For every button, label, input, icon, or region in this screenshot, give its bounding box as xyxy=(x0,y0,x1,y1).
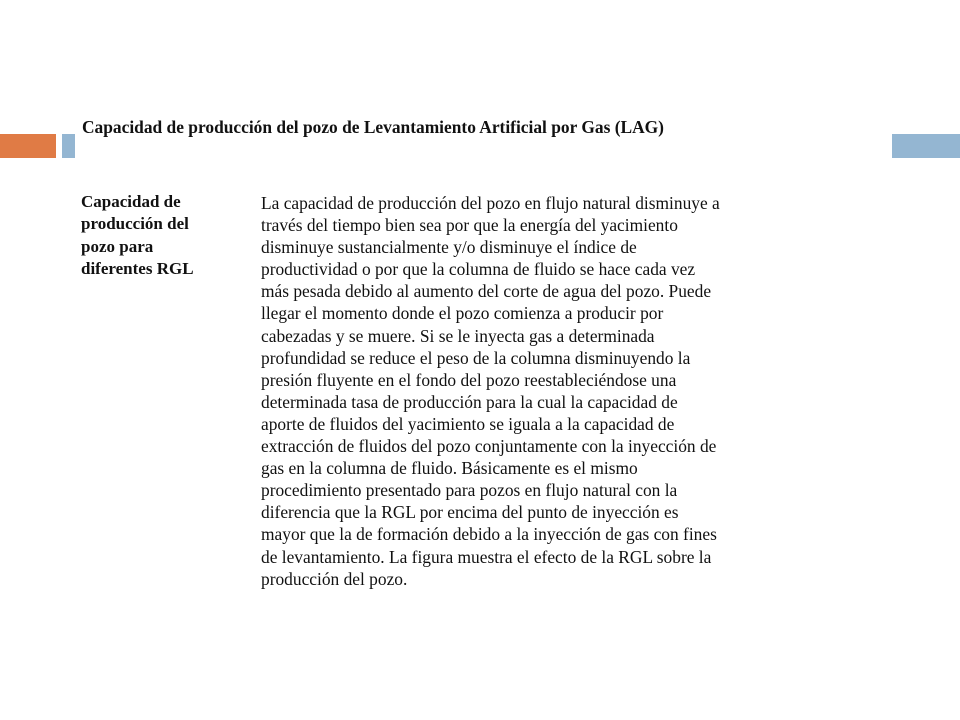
body-line: determinada tasa de producción para la cual la capacidad de xyxy=(261,391,678,412)
accent-bar-blue-left xyxy=(62,134,75,158)
body-line: de levantamiento. La figura muestra el efecto de la RGL sobre la xyxy=(261,546,712,567)
body-line: más pesada debido al aumento del corte de agua del pozo. Puede xyxy=(261,281,712,302)
accent-bar-orange xyxy=(0,134,56,158)
body-paragraph xyxy=(261,192,861,590)
side-heading-line: pozo para xyxy=(81,236,154,256)
body-line: extracción de fluidos del pozo conjuntamente con la inyección de xyxy=(261,436,717,457)
body-line: mayor que la de formación debido a la inyección de gas con fines xyxy=(261,524,717,545)
body-line: productividad o por que la columna de fluido se hace cada vez xyxy=(261,259,696,280)
body-line: presión fluyente en el fondo del pozo reestableciéndose una xyxy=(261,369,677,390)
body-line: llegar el momento donde el pozo comienza a producir por xyxy=(261,303,664,324)
side-heading-line: Capacidad de xyxy=(81,192,181,211)
body-line: través del tiempo bien sea por que la energía del yacimiento xyxy=(261,215,678,236)
body-line: producción del pozo. xyxy=(261,568,408,589)
body-line: disminuye sustancialmente y/o disminuye el índice de xyxy=(261,237,637,258)
body-line: aporte de fluidos del yacimiento se iguala a la capacidad de xyxy=(261,413,675,434)
side-heading-line: producción del xyxy=(81,214,189,234)
accent-bar-blue-right xyxy=(892,134,960,158)
side-heading xyxy=(81,191,251,280)
body-line: cabezadas y se muere. Si se le inyecta gas a determinada xyxy=(261,325,655,346)
side-heading-line: diferentes RGL xyxy=(81,258,194,278)
body-line: La capacidad de producción del pozo en flujo natural disminuye a xyxy=(261,193,720,213)
body-line: gas en la columna de fluido. Básicamente es el mismo xyxy=(261,458,638,479)
body-line: procedimiento presentado para pozos en flujo natural con la xyxy=(261,480,678,501)
body-line: profundidad se reduce el peso de la columna disminuyendo la xyxy=(261,347,691,368)
body-line: diferencia que la RGL por encima del punto de inyección es xyxy=(261,502,679,523)
document-title: Capacidad de producción del pozo de Levantamiento Artificial por Gas (LAG) xyxy=(82,117,664,137)
